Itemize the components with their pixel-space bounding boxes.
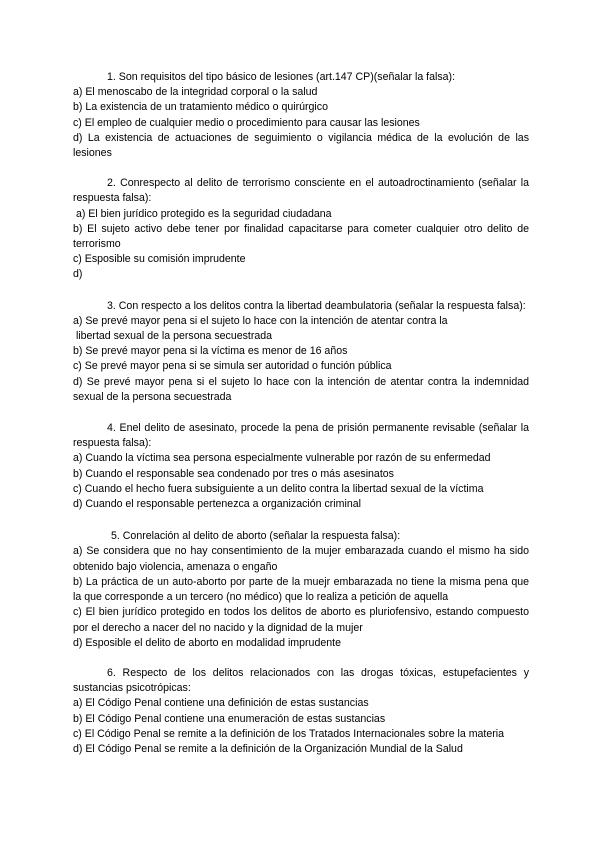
- question-stem: 2. Conrespecto al delito de terrorismo consciente en el autoadroctinamiento (señalar la respuesta falsa):: [73, 177, 529, 205]
- option-c: c) Se prevé mayor pena si se simula ser autoridad o función pública: [73, 360, 392, 373]
- question-6: [73, 666, 529, 757]
- option-a: a) Se prevé mayor pena si el sujeto lo hace con la intención de atentar contra la: [73, 314, 448, 327]
- option-a: a) Se considera que no hay consentimiento de la mujer embarazada cuando el mismo ha sido obtenido bajo violencia, amenaza o engaño: [73, 545, 529, 573]
- question-1: [73, 70, 529, 161]
- option-d: d) Esposible el delito de aborto en modalidad imprudente: [73, 636, 341, 649]
- option-a: a) El bien jurídico protegido es la seguridad ciudadana: [73, 207, 332, 220]
- option-c: c) El Código Penal se remite a la definición de los Tratados Internacionales sobre la materia: [73, 727, 505, 740]
- option-b: b) La práctica de un auto-aborto por parte de la muejr embarazada no tiene la misma pena que la que corresponde a un tercero (no médico) que lo realiza a petición de aquella: [73, 575, 529, 604]
- option-b: b) La existencia de un tratamiento médico o quirúrgico: [73, 101, 328, 114]
- option-b: b) El sujeto activo debe tener por finalidad capacitarse para cometer cualquier otro delito de terrorismo: [73, 222, 529, 251]
- option-c: c) Cuando el hecho fuera subsiguiente a un delito contra la libertad sexual de la víctima: [73, 482, 484, 495]
- option-d: d) La existencia de actuaciones de seguimiento o vigilancia médica de la evolución de las lesiones: [73, 131, 529, 160]
- option-d: d): [73, 268, 83, 281]
- option-c: c) Esposible su comisión imprudente: [73, 253, 246, 266]
- question-stem: 5. Conrelación al delito de aborto (señalar la respuesta falsa):: [111, 530, 401, 543]
- option-c: c) El empleo de cualquier medio o procedimiento para causar las lesiones: [73, 116, 420, 129]
- question-stem: 3. Con respecto a los delitos contra la libertad deambulatoria (señalar la respuesta falsa):: [107, 299, 526, 312]
- question-stem: 4. Enel delito de asesinato, procede la pena de prisión permanente revisable (señalar la respuesta falsa):: [73, 422, 529, 450]
- question-stem: 1. Son requisitos del tipo básico de lesiones (art.147 CP)(señalar la falsa):: [107, 71, 456, 83]
- question-4: [73, 421, 529, 512]
- option-a-continuation: libertad sexual de la persona secuestrada: [73, 330, 273, 343]
- option-a: a) Cuando la víctima sea persona especialmente vulnerable por razón de su enfermedad: [73, 452, 491, 465]
- option-b: b) El Código Penal contiene una enumeración de estas sustancias: [73, 712, 386, 725]
- option-d: d) Se prevé mayor pena si el sujeto lo hace con la intención de atentar contra la indemnidad sexual de la persona secuestrada: [73, 375, 529, 403]
- option-b: b) Cuando el responsable sea condenado por tres o más asesinatos: [73, 467, 394, 480]
- question-3: [73, 299, 529, 405]
- option-d: d) El Código Penal se remite a la definición de la Organización Mundial de la Salud: [73, 742, 463, 755]
- option-b: b) Se prevé mayor pena si la víctima es menor de 16 años: [73, 345, 348, 358]
- question-2: [73, 176, 529, 282]
- exam-question-list: [73, 70, 529, 772]
- question-stem: 6. Respecto de los delitos relacionados con las drogas tóxicas, estupefacientes y sustancias psicotrópicas:: [73, 666, 529, 695]
- option-d: d) Cuando el responsable pertenezca a organización criminal: [73, 498, 361, 511]
- option-a: a) El menoscabo de la integridad corporal o la salud: [73, 86, 318, 99]
- question-5: [73, 529, 529, 651]
- option-a: a) El Código Penal contiene una definición de estas sustancias: [73, 697, 369, 710]
- option-c: c) El bien jurídico protegido en todos los delitos de aborto es pluriofensivo, estando compuesto por el derecho a nacer del no nacido y la dignidad de la mujer: [73, 606, 529, 634]
